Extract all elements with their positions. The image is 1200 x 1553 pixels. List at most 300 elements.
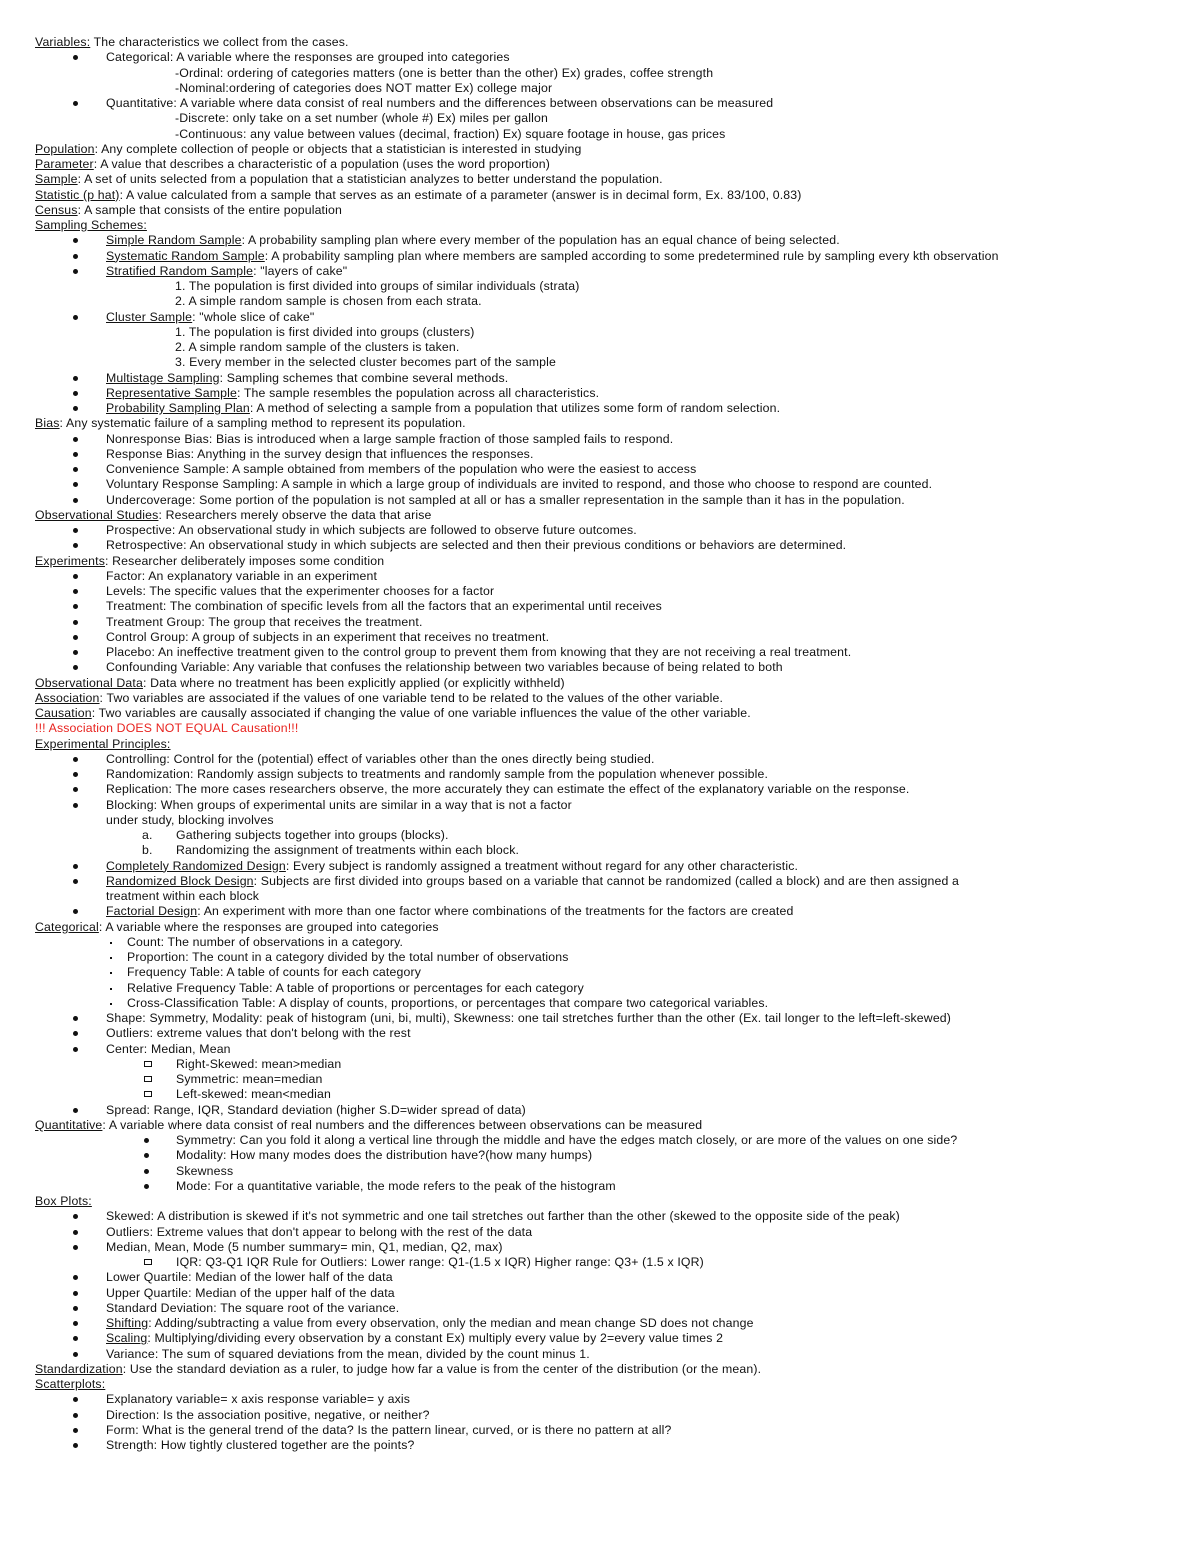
section-heading-line <box>35 142 1185 157</box>
note-line <box>35 1072 1185 1087</box>
note-line <box>35 630 1185 645</box>
note-line <box>35 859 1185 874</box>
definition: : "layers of cake" <box>253 263 348 278</box>
line-text <box>106 1347 590 1362</box>
notes-document <box>35 35 1185 1453</box>
definition: Proportion: The count in a category divided by the total number of observations <box>127 950 569 964</box>
line-text <box>176 1164 233 1179</box>
line-text <box>35 35 349 50</box>
definition: -Continuous: any value between values (decimal, fraction) Ex) square footage in house, gas prices <box>175 126 726 141</box>
definition: Skewness <box>176 1163 234 1178</box>
section-heading-line <box>35 172 1185 187</box>
definition: : A set of units selected from a population that a statistician analyzes to better understand the population. <box>77 172 663 187</box>
definition: : Two variables are causally associated if changing the value of one variable influences the value of the other variable. <box>91 706 751 720</box>
note-line <box>35 111 1185 126</box>
term: Experiments <box>35 553 105 568</box>
definition: Relative Frequency Table: A table of proportions or percentages for each category <box>127 980 584 995</box>
line-text <box>106 1225 532 1240</box>
line-text <box>175 279 579 294</box>
line-text <box>175 81 552 96</box>
term: Observational Studies <box>35 507 159 522</box>
definition: Outliers: extreme values that don't belong with the rest <box>106 1026 411 1041</box>
note-line <box>35 599 1185 614</box>
definition: Count: The number of observations in a category. <box>127 934 404 949</box>
definition: : The sample resembles the population across all characteristics. <box>236 385 600 400</box>
line-text <box>106 813 274 828</box>
section-heading-line <box>35 188 1185 203</box>
bullet-icon <box>144 1169 149 1174</box>
term: Observational Data <box>35 675 143 690</box>
line-text <box>127 996 768 1011</box>
note-line <box>35 1133 1185 1148</box>
term: Scaling <box>106 1331 148 1346</box>
line-text <box>106 752 655 767</box>
definition: : Adding/subtracting a value from every observation, only the median and mean change SD does not change <box>148 1316 754 1330</box>
definition: : A sample that consists of the entire population <box>77 202 342 217</box>
note-line <box>35 1408 1185 1423</box>
line-text <box>106 874 959 889</box>
definition: Randomization: Randomly assign subjects to treatments and randomly sample from the population whenever possible. <box>106 767 769 781</box>
bullet-icon <box>73 1214 78 1219</box>
definition: : An experiment with more than one factor where combinations of the treatments for the factors are created <box>197 904 794 919</box>
bullet-icon <box>73 574 78 579</box>
line-text <box>127 950 569 965</box>
line-text <box>176 1057 341 1072</box>
line-text <box>106 889 259 904</box>
note-line <box>35 965 1185 980</box>
line-text <box>176 1179 616 1194</box>
bullet-icon <box>73 909 78 914</box>
bullet-icon <box>73 589 78 594</box>
bullet-icon <box>73 1291 78 1296</box>
term: Probability Sampling Plan <box>106 401 250 415</box>
note-line <box>35 1331 1185 1346</box>
line-text <box>35 676 565 691</box>
bullet-icon <box>73 482 78 487</box>
bullet-icon <box>73 604 78 609</box>
bullet-icon <box>144 1153 149 1158</box>
line-text <box>127 935 403 950</box>
definition: Categorical: A variable where the responses are grouped into categories <box>106 50 510 65</box>
note-line <box>35 279 1185 294</box>
section-heading-line <box>35 920 1185 935</box>
note-line <box>35 477 1185 492</box>
line-text <box>106 462 696 477</box>
definition: Nonresponse Bias: Bias is introduced when a large sample fraction of those sampled fails to respond. <box>106 431 674 446</box>
line-text <box>176 1133 957 1148</box>
small-dot-bullet-icon <box>110 1003 112 1005</box>
line-text <box>106 432 673 447</box>
definition: : A method of selecting a sample from a population that utilizes some form of random selection. <box>249 401 781 415</box>
definition: : Any systematic failure of a sampling method to represent its population. <box>59 416 466 431</box>
line-text <box>106 538 846 553</box>
line-text <box>106 401 780 416</box>
line-text <box>106 310 314 325</box>
definition: 3. Every member in the selected cluster becomes part of the sample <box>175 355 557 370</box>
line-text <box>106 1103 526 1118</box>
line-text <box>106 1042 231 1057</box>
definition: Quantitative: A variable where data consist of real numbers and the differences between observations can be measured <box>106 96 774 110</box>
note-line <box>35 1026 1185 1041</box>
line-text <box>106 904 793 919</box>
bullet-icon <box>144 1138 149 1143</box>
definition: : A variable where data consist of real numbers and the differences between observations can be measured <box>102 1117 703 1132</box>
definition: 1. The population is first divided into groups of similar individuals (strata) <box>175 279 580 293</box>
definition: Placebo: An ineffective treatment given to the control group to prevent them from knowing that they are not receiving a real treatment. <box>106 645 852 659</box>
note-line <box>35 447 1185 462</box>
line-text <box>106 386 599 401</box>
line-text <box>106 1301 399 1316</box>
section-heading-line <box>35 676 1185 691</box>
note-line <box>35 249 1185 264</box>
definition: IQR: Q3-Q1 IQR Rule for Outliers: Lower range: Q1-(1.5 x IQR) Higher range: Q3+ (1.5 x IQR) <box>176 1255 704 1269</box>
line-text <box>106 50 510 65</box>
definition: Explanatory variable= x axis response variable= y axis <box>106 1392 411 1407</box>
square-bullet-icon <box>144 1061 152 1067</box>
term: Census <box>35 202 78 217</box>
note-line <box>35 96 1185 111</box>
definition: Control Group: A group of subjects in an experiment that receives no treatment. <box>106 629 550 644</box>
bullet-icon <box>73 315 78 320</box>
definition: Factor: An explanatory variable in an experiment <box>106 568 378 583</box>
line-text <box>35 1362 761 1377</box>
definition: Frequency Table: A table of counts for each category <box>127 965 421 980</box>
line-text <box>106 645 851 660</box>
definition: : Data where no treatment has been explicitly applied (or explicitly withheld) <box>142 675 565 690</box>
line-text <box>35 157 550 172</box>
bullet-icon <box>73 254 78 259</box>
note-line <box>35 493 1185 508</box>
note-line <box>35 1301 1185 1316</box>
line-text <box>35 1377 105 1392</box>
definition: treatment within each block <box>106 889 260 903</box>
line-text <box>176 828 449 843</box>
note-line <box>35 1179 1185 1194</box>
line-text <box>35 203 342 218</box>
bullet-icon <box>73 55 78 60</box>
line-text <box>175 340 459 355</box>
bullet-icon <box>73 528 78 533</box>
bullet-icon <box>73 1306 78 1311</box>
line-text <box>106 233 840 248</box>
bullet-icon <box>73 1245 78 1250</box>
line-text <box>35 920 439 935</box>
term: Simple Random Sample <box>106 233 242 248</box>
note-line <box>35 1087 1185 1102</box>
definition: Upper Quartile: Median of the upper half of the data <box>106 1285 395 1300</box>
line-text <box>106 477 932 492</box>
bullet-icon <box>73 1047 78 1052</box>
note-line <box>35 1225 1185 1240</box>
note-line <box>35 1042 1185 1057</box>
line-text <box>35 554 384 569</box>
small-dot-bullet-icon <box>110 988 112 990</box>
bullet-icon <box>73 665 78 670</box>
note-line <box>35 874 1185 889</box>
definition: 1. The population is first divided into groups (clusters) <box>175 324 475 339</box>
section-heading-line <box>35 1362 1185 1377</box>
term: Scatterplots: <box>35 1377 106 1391</box>
bullet-icon <box>73 406 78 411</box>
small-dot-bullet-icon <box>110 972 112 974</box>
definition: Mode: For a quantitative variable, the mode refers to the peak of the histogram <box>176 1178 616 1193</box>
line-text <box>35 172 663 187</box>
line-text <box>175 66 713 81</box>
term: Causation <box>35 706 92 720</box>
line-text <box>106 1438 414 1453</box>
term: Stratified Random Sample <box>106 263 254 278</box>
term: Shifting <box>106 1316 149 1330</box>
definition: Cross-Classification Table: A display of counts, proportions, or percentages that compare two categorical variables. <box>127 995 769 1010</box>
bullet-icon <box>73 452 78 457</box>
note-line <box>35 462 1185 477</box>
definition: Symmetry: Can you fold it along a vertical line through the middle and have the edges match closely, or are more of the values on one side? <box>176 1133 958 1147</box>
section-heading-line <box>35 508 1185 523</box>
note-line <box>35 828 1185 843</box>
term: Statistic (p hat) <box>35 187 120 202</box>
definition: : Use the standard deviation as a ruler, to judge how far a value is from the center of the distribution (or the mean). <box>122 1361 762 1376</box>
definition: Response Bias: Anything in the survey design that influences the responses. <box>106 446 534 461</box>
note-line <box>35 1057 1185 1072</box>
note-line <box>35 1164 1185 1179</box>
definition: Retrospective: An observational study in which subjects are selected and then their previous conditions or behaviors are determined. <box>106 538 847 553</box>
definition: : Researcher deliberately imposes some condition <box>105 553 385 568</box>
definition: : A probability sampling plan where every member of the population has an equal chance of being selected. <box>241 233 840 248</box>
line-text <box>106 264 347 279</box>
list-letter: b. <box>142 843 153 858</box>
note-line <box>35 386 1185 401</box>
line-text <box>106 1331 723 1346</box>
definition: Right-Skewed: mean>median <box>176 1056 342 1071</box>
note-line <box>35 401 1185 416</box>
section-heading-line <box>35 691 1185 706</box>
list-letter: a. <box>142 828 153 842</box>
bullet-icon <box>73 787 78 792</box>
definition: under study, blocking involves <box>106 812 274 827</box>
definition: Confounding Variable: Any variable that confuses the relationship between two variables because of being related to both <box>106 660 783 675</box>
section-heading-line <box>35 218 1185 233</box>
definition: Left-skewed: mean<median <box>176 1087 332 1102</box>
note-line <box>35 569 1185 584</box>
definition: Replication: The more cases researchers observe, the more accurately they can estimate the effect of the explanatory variable on the response. <box>106 782 910 797</box>
line-text <box>106 1392 410 1407</box>
bullet-icon <box>73 269 78 274</box>
note-line <box>35 615 1185 630</box>
term: Parameter <box>35 157 94 171</box>
definition: : Two variables are associated if the values of one variable tend to be related to the values of the other variable. <box>99 690 724 705</box>
definition: Treatment Group: The group that receives the treatment. <box>106 614 423 629</box>
definition: Blocking: When groups of experimental units are similar in a way that is not a factor <box>106 797 572 812</box>
bullet-icon <box>73 1230 78 1235</box>
definition: Voluntary Response Sampling: A sample in which a large group of individuals are invited to respond, and those who choose to respond are counted. <box>106 477 933 492</box>
bullet-icon <box>73 238 78 243</box>
definition: Controlling: Control for the (potential) effect of variables other than the ones directly being studied. <box>106 751 655 766</box>
definition: Center: Median, Mean <box>106 1041 231 1056</box>
line-text <box>175 325 475 340</box>
definition: Shape: Symmetry, Modality: peak of histogram (uni, bi, multi), Skewness: one tail stretches further than the other (Ex. tail longer to the left=left-skewed) <box>106 1011 952 1025</box>
bullet-icon <box>73 1108 78 1113</box>
line-text <box>176 1087 331 1102</box>
definition: : A probability sampling plan where members are sampled according to some predetermined rule by sampling every kth observation <box>264 248 999 263</box>
note-line <box>35 1347 1185 1362</box>
line-text <box>175 355 556 370</box>
line-text <box>175 127 725 142</box>
square-bullet-icon <box>144 1259 152 1265</box>
definition: The characteristics we collect from the cases. <box>90 35 349 49</box>
note-line <box>35 660 1185 675</box>
line-text <box>106 660 783 675</box>
definition: Undercoverage: Some portion of the population is not sampled at all or has a smaller representation in the sample than it has in the population. <box>106 492 905 507</box>
note-line <box>35 538 1185 553</box>
bullet-icon <box>73 803 78 808</box>
bullet-icon <box>73 635 78 640</box>
line-text <box>106 569 377 584</box>
note-line <box>35 1286 1185 1301</box>
bullet-icon <box>73 757 78 762</box>
line-text <box>106 96 773 111</box>
line-text <box>106 599 662 614</box>
definition: : Subjects are first divided into groups based on a variable that cannot be randomized (called a block) and are then assigned a <box>253 873 960 888</box>
term: Bias <box>35 416 60 431</box>
line-text <box>175 294 482 309</box>
line-text <box>106 1316 754 1331</box>
note-line <box>35 843 1185 858</box>
definition: : "whole slice of cake" <box>192 309 315 324</box>
note-line <box>35 584 1185 599</box>
definition: Levels: The specific values that the experimenter chooses for a factor <box>106 584 495 598</box>
square-bullet-icon <box>144 1076 152 1082</box>
line-text <box>106 447 534 462</box>
line-text <box>106 630 549 645</box>
term: Completely Randomized Design <box>106 858 286 873</box>
bullet-icon <box>73 1413 78 1418</box>
note-line <box>35 935 1185 950</box>
line-text <box>35 721 298 736</box>
bullet-icon <box>73 1275 78 1280</box>
term: Sampling Schemes: <box>35 218 147 232</box>
note-line <box>35 889 1185 904</box>
section-heading-line <box>35 1194 1185 1209</box>
bullet-icon <box>73 1336 78 1341</box>
note-line <box>35 1392 1185 1407</box>
bullet-icon <box>73 1428 78 1433</box>
note-line <box>35 904 1185 919</box>
note-line <box>35 1103 1185 1118</box>
term: Quantitative <box>35 1117 103 1132</box>
bullet-icon <box>73 1016 78 1021</box>
line-text <box>106 615 423 630</box>
term: Population <box>35 141 95 156</box>
definition: : Every subject is randomly assigned a treatment without regard for any other characteristic. <box>285 858 799 873</box>
line-text <box>106 1011 951 1026</box>
section-heading-line <box>35 1377 1185 1392</box>
section-heading-line <box>35 737 1185 752</box>
bullet-icon <box>73 1031 78 1036</box>
definition: Randomizing the assignment of treatments within each block. <box>176 843 520 858</box>
bullet-icon <box>73 101 78 106</box>
line-text <box>35 508 432 523</box>
section-heading-line <box>35 203 1185 218</box>
note-line <box>35 645 1185 660</box>
line-text <box>127 981 584 996</box>
line-text <box>106 1270 393 1285</box>
line-text <box>35 188 802 203</box>
note-line <box>35 50 1185 65</box>
line-text <box>106 1286 395 1301</box>
definition: Gathering subjects together into groups (blocks). <box>176 828 449 842</box>
definition: : A variable where the responses are grouped into categories <box>98 919 439 934</box>
note-line <box>35 1270 1185 1285</box>
note-line <box>35 1438 1185 1453</box>
note-line <box>35 782 1185 797</box>
section-heading-line <box>35 554 1185 569</box>
definition: : Any complete collection of people or objects that a statistician is interested in studying <box>94 141 582 156</box>
line-text <box>106 1209 900 1224</box>
term: Standardization <box>35 1361 123 1376</box>
definition: Lower Quartile: Median of the lower half of the data <box>106 1270 393 1285</box>
note-line <box>35 721 1185 736</box>
line-text <box>106 782 909 797</box>
bullet-icon <box>73 498 78 503</box>
note-line <box>35 127 1185 142</box>
line-text <box>35 706 751 721</box>
note-line <box>35 1148 1185 1163</box>
definition: Modality: How many modes does the distribution have?(how many humps) <box>176 1148 593 1163</box>
term: Categorical <box>35 919 99 934</box>
note-line <box>35 1423 1185 1438</box>
definition: : A value that describes a characteristic of a population (uses the word proportion) <box>93 157 550 171</box>
line-text <box>106 1423 671 1438</box>
line-text <box>176 843 519 858</box>
definition: Standard Deviation: The square root of the variance. <box>106 1300 400 1315</box>
bullet-icon <box>73 620 78 625</box>
small-dot-bullet-icon <box>110 942 112 944</box>
note-line <box>35 371 1185 386</box>
definition: !!! Association DOES NOT EQUAL Causation!!! <box>35 721 299 736</box>
note-line <box>35 1240 1185 1255</box>
term: Systematic Random Sample <box>106 248 265 263</box>
line-text <box>106 1026 411 1041</box>
definition: : Sampling schemes that combine several methods. <box>219 370 509 385</box>
bullet-icon <box>73 1397 78 1402</box>
line-text <box>106 1240 503 1255</box>
term: Association <box>35 690 100 705</box>
bullet-icon <box>73 1352 78 1357</box>
note-line <box>35 1255 1185 1270</box>
section-heading-line <box>35 1118 1185 1133</box>
term: Multistage Sampling <box>106 370 220 385</box>
term: Variables: <box>35 35 91 49</box>
note-line <box>35 264 1185 279</box>
definition: Outliers: Extreme values that don't appear to belong with the rest of the data <box>106 1224 533 1239</box>
line-text <box>106 859 798 874</box>
note-line <box>35 950 1185 965</box>
bullet-icon <box>73 467 78 472</box>
note-line <box>35 294 1185 309</box>
line-text <box>35 691 723 706</box>
definition: Skewed: A distribution is skewed if it's not symmetric and one tail stretches out farther than the other (skewed to the opposite side of the peak) <box>106 1209 900 1224</box>
line-text <box>127 965 421 980</box>
line-text <box>106 1408 430 1423</box>
term: Experimental Principles: <box>35 736 171 751</box>
bullet-icon <box>73 1321 78 1326</box>
line-text <box>176 1072 322 1087</box>
line-text <box>35 737 171 752</box>
section-heading-line <box>35 157 1185 172</box>
note-line <box>35 996 1185 1011</box>
definition: : Multiplying/dividing every observation by a constant Ex) multiply every value by 2=every value times 2 <box>147 1331 724 1346</box>
note-line <box>35 340 1185 355</box>
